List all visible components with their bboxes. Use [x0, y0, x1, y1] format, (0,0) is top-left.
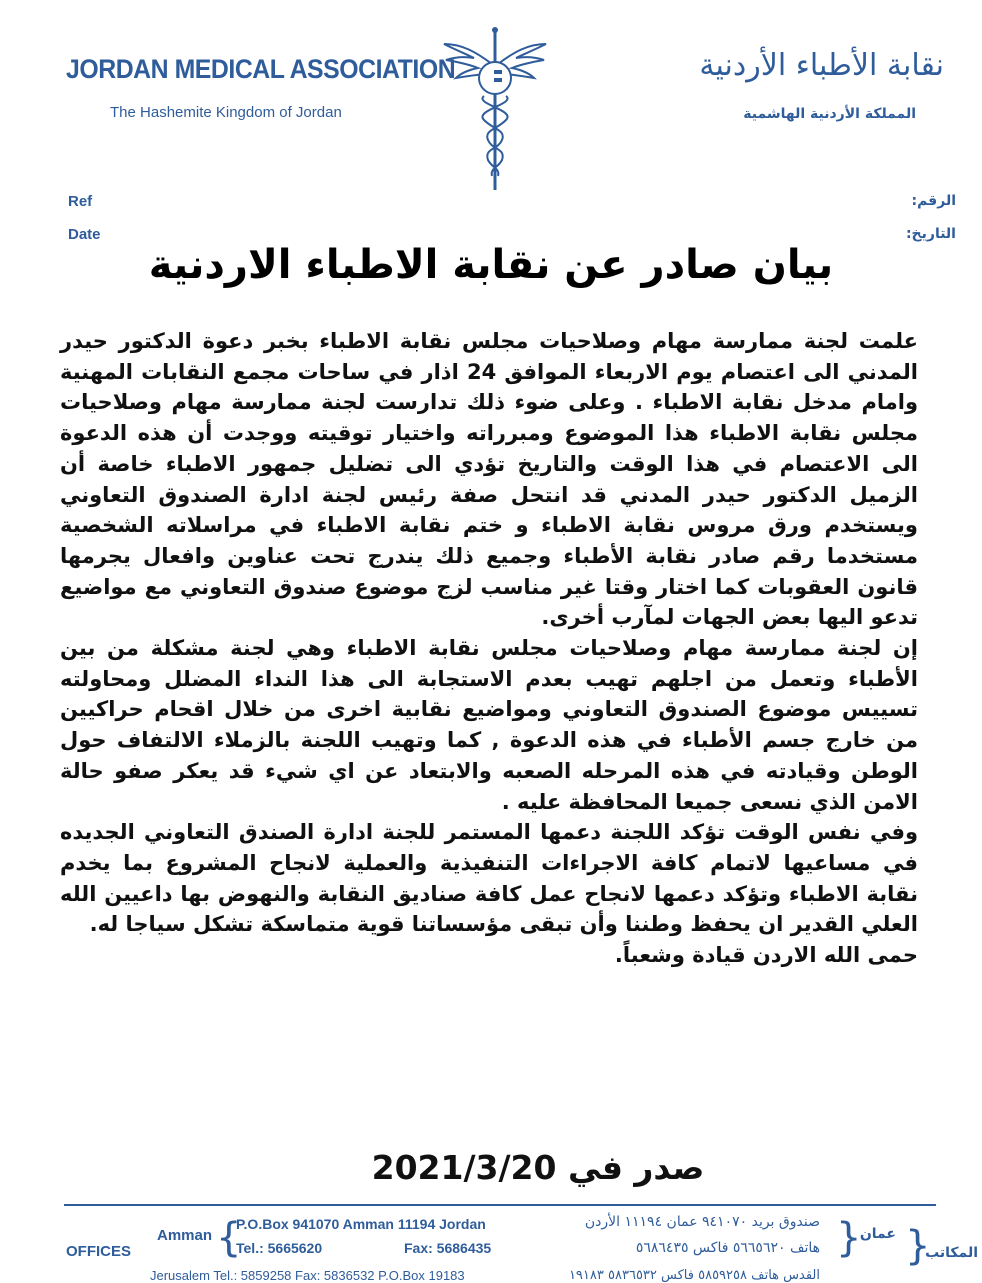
org-subtitle-en: The Hashemite Kingdom of Jordan	[110, 104, 342, 121]
tel-en: Tel.: 5665620	[236, 1240, 323, 1256]
brace-icon: }	[905, 1223, 931, 1269]
ref-label-ar: الرقم:	[911, 193, 956, 209]
ref-label-en: Ref	[68, 193, 93, 210]
date-label-ar: التاريخ:	[905, 226, 956, 242]
amman-label-en: Amman	[157, 1227, 213, 1244]
paragraph: علمت لجنة ممارسة مهام وصلاحيات مجلس نقابة الاطباء بخبر دعوة الدكتور حيدر المدني الى اعتصام يوم الاربعاء الموافق 24 اذار في ساحات مجمع النقابات المهنية وامام مدخل نقابة الاطباء . وعلى ضوء ذلك تدارست لجنة ممارسة مهام وصلاحيات مجلس نقابة الاطباء هذا الموضوع ومبرراته واختيار توقيته ووجدت أن هذه الدعوة الى الاعتصام في هذا الوقت والتاريخ تؤدي الى تضليل جمهور الاطباء خاصة أن الزميل الدكتور حيدر المدني قد انتحل صفة رئيس لجنة ادارة الصندوق التعاوني ويستخدم ورق مروس نقابة الاطباء و ختم نقابة الاطباء في مراسلاته الشخصية مستخدما رقم صادر نقابة الأطباء وجميع ذلك يندرج تحت عناوين وافعال يجرمها قانون العقوبات كما اختار وقتا غير مناسب لزج موضوع صندوق التعاوني مع مواضيع تدعو اليها بعض الجهات لمآرب أخرى.	[60, 329, 918, 630]
org-name-en: JORDAN MEDICAL ASSOCIATION	[66, 54, 456, 84]
pobox-ar: صندوق بريد ٩٤١٠٧٠ عمان ١١١٩٤ الأردن	[584, 1214, 820, 1230]
pobox-en: P.O.Box 941070 Amman 11194 Jordan	[236, 1216, 486, 1232]
caduceus-crescent-icon	[440, 22, 550, 194]
date-label-en: Date	[68, 226, 101, 243]
statement-body	[60, 326, 918, 971]
org-name-ar: نقابة الأطباء الأردنية	[699, 48, 944, 83]
jerusalem-ar: القدس هاتف ٥٨٥٩٢٥٨ فاكس ٥٨٣٦٥٣٢ ١٩١٨٣	[568, 1268, 820, 1283]
paragraph: وفي نفس الوقت تؤكد اللجنة دعمها المستمر للجنة ادارة الصندق التعاوني الجديده في مساعيها لاتمام كافة الاجراءات التنفيذية والعملية لانجاح المشروع بما يخدم نقابة الاطباء وتؤكد دعمها لانجاح عمل كافة صناديق النقابة والنهوض بها داعيين الله العلي القدير ان يحفظ وطننا وأن تبقى مؤسساتنا قوية متماسكة تشكل سياجا له.	[60, 820, 918, 937]
fax-en: Fax: 5686435	[404, 1240, 492, 1256]
brace-icon: }	[836, 1215, 862, 1261]
amman-label-ar: عمان	[859, 1226, 896, 1242]
issued-date: صدر في 2021/3/20	[371, 1148, 705, 1187]
footer-divider	[64, 1204, 936, 1206]
tel-ar: هاتف ٥٦٦٥٦٢٠ فاكس ٥٦٨٦٤٣٥	[635, 1240, 820, 1256]
org-subtitle-ar: المملكة الأردنية الهاشمية	[743, 106, 916, 122]
statement-title: بيان صادر عن نقابة الاطباء الاردنية	[148, 242, 834, 288]
brace-icon: {	[216, 1215, 242, 1261]
jerusalem-en: Jerusalem Tel.: 5859258 Fax: 5836532 P.O.Box 19183	[150, 1268, 465, 1283]
offices-label-ar: المكاتب	[925, 1245, 978, 1261]
paragraph: إن لجنة ممارسة مهام وصلاحيات مجلس نقابة الاطباء وهي لجنة مشكلة من بين الأطباء وتعمل من اجلهم تهيب بعدم الاستجابة الى هذا النداء المضلل ومحاولته تسييس موضوع الصندوق التعاوني ومواضيع نقابية اخرى من خلال اقحام حراكيين من خارج جسم الأطباء في هذه الدعوة , كما وتهيب اللجنة بالزملاء الالتفاف حول الوطن وقيادته في هذه المرحله الصعبه والابتعاد عن اي شيء قد يعكر صفو حالة الامن الذي نسعى جميعا المحافظة عليه .	[60, 636, 918, 814]
paragraph: حمى الله الاردن قيادة وشعباً.	[614, 943, 918, 968]
offices-label-en: OFFICES	[66, 1243, 132, 1260]
